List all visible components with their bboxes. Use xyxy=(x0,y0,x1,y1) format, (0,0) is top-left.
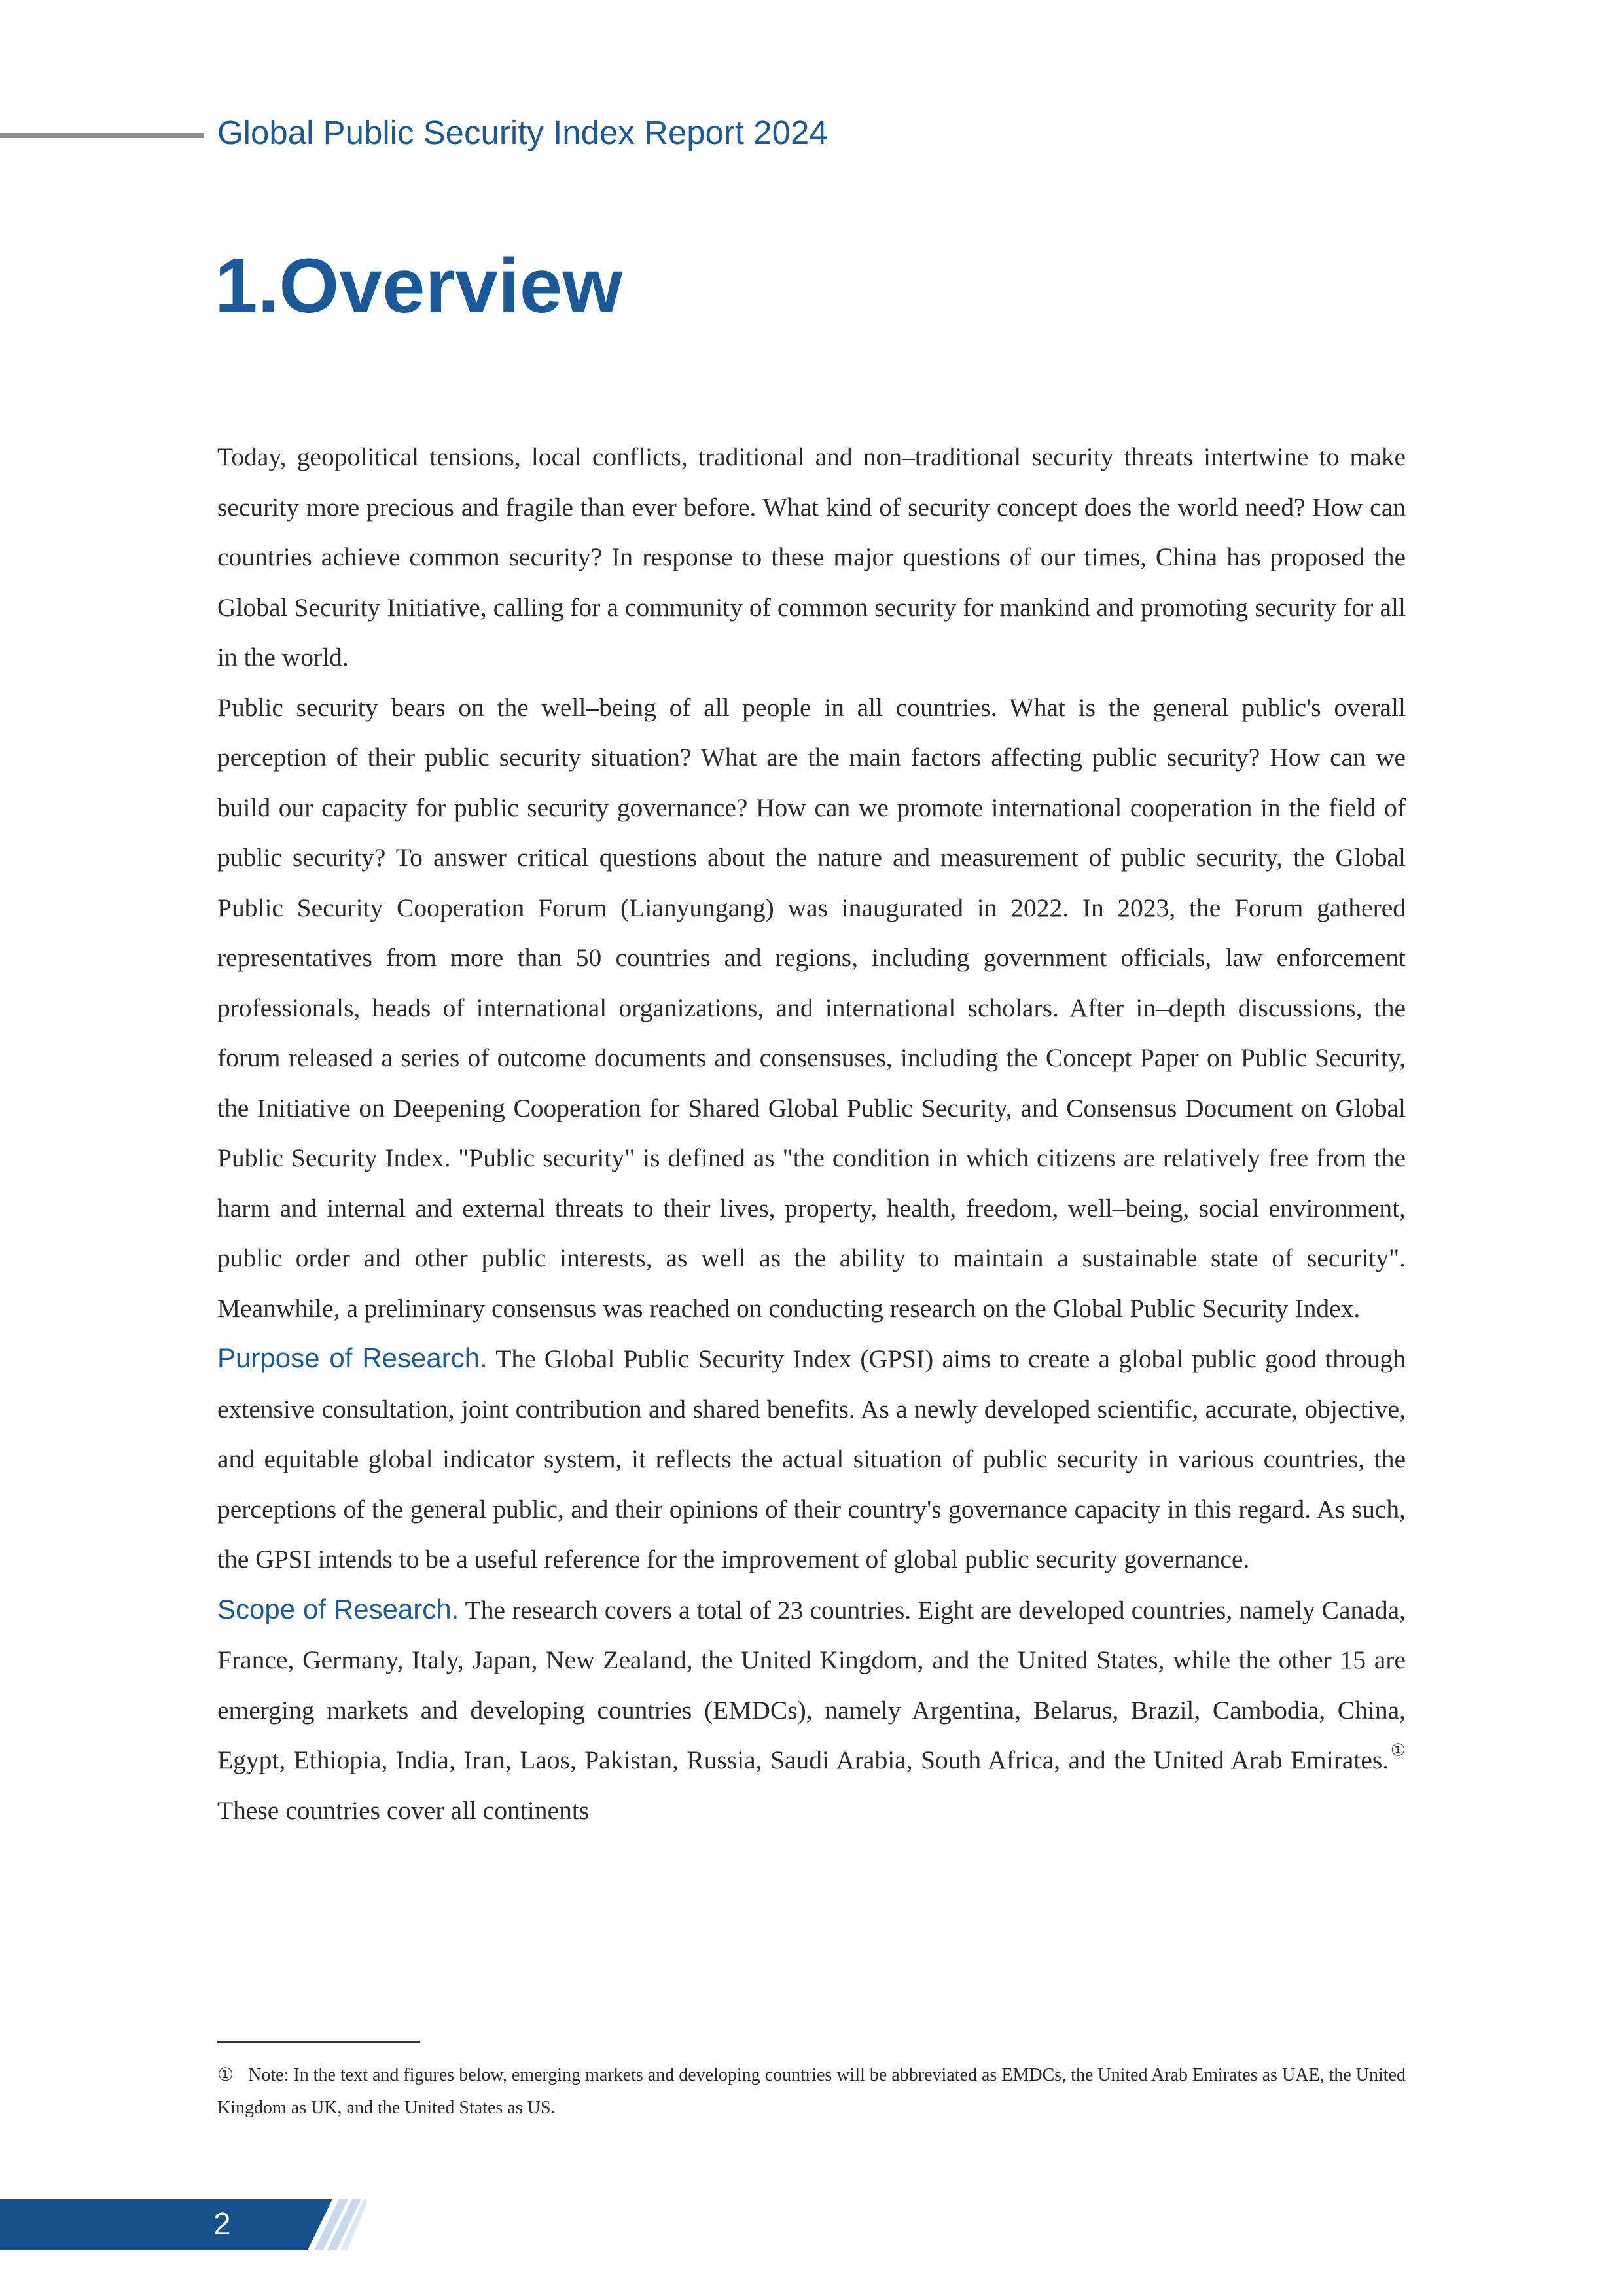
paragraph-scope xyxy=(217,1585,1406,1836)
paragraph-intro: Today, geopolitical tensions, local conflicts, traditional and non–traditional security threats intertwine to make security more precious and fragile than ever before. What kind of security concept does the world need? How can countries achieve common security? In response to these major questions of our times, China has proposed the Global Security Initiative, calling for a community of common security for mankind and promoting security for all in the world. xyxy=(217,442,1406,672)
scope-text: The research covers a total of 23 countries. Eight are developed countries, namely Canada, France, Germany, Italy, Japan, New Zealand, the United Kingdom, and the United States, while the other 15 are emerging markets and developing countries (EMDCs), namely Argentina, Belarus, Brazil, Cambodia, China, Egypt, Ethiopia, India, Iran, Laos, Pakistan, Russia, Saudi Arabia, South Africa, and the United Arab Emirates. xyxy=(217,1595,1406,1774)
paragraph-public-security: Public security bears on the well–being of all people in all countries. What is the general public's overall perception of their public security situation? What are the main factors affecting public security? How can we build our capacity for public security governance? How can we promote international cooperation in the field of public security? To answer critical questions about the nature and measurement of public security, the Global Public Security Cooperation Forum (Lianyungang) was inaugurated in 2022. In 2023, the Forum gathered representatives from more than 50 countries and regions, including government officials, law enforcement professionals, heads of international organizations, and international scholars. After in–depth discussions, the forum released a series of outcome documents and consensuses, including the Concept Paper on Public Security, the Initiative on Deepening Cooperation for Shared Global Public Security, and Consensus Document on Global Public Security Index. "Public security" is defined as "the condition in which citizens are relatively free from the harm and internal and external threats to their lives, property, health, freedom, well–being, social environment, public order and other public interests, as well as the ability to maintain a sustainable state of security". Meanwhile, a preliminary consensus was reached on conducting research on the Global Public Security Index. xyxy=(217,692,1406,1323)
running-header-title: Global Public Security Index Report 2024 xyxy=(217,114,828,151)
footnote xyxy=(217,2059,1406,2125)
page-number: 2 xyxy=(213,2207,231,2242)
paragraph-purpose xyxy=(217,1333,1406,1585)
footnote-rule xyxy=(217,2041,420,2043)
page-number-band xyxy=(0,2199,366,2250)
footnote-reference[interactable]: ① xyxy=(1389,1740,1406,1760)
footnote-text: Note: In the text and figures below, emerging markets and developing countries will be abbreviated as EMDCs, the United Arab Emirates as UAE, the United Kingdom as UK, and the United States as US. xyxy=(217,2065,1406,2118)
scope-text-tail: These countries cover all continents xyxy=(217,1795,590,1825)
header-rule xyxy=(0,133,204,138)
footnote-mark: ① xyxy=(217,2065,234,2085)
body-text xyxy=(217,432,1406,1835)
scope-lead: Scope of Research. xyxy=(217,1593,459,1624)
chapter-title: 1.Overview xyxy=(215,243,623,329)
purpose-lead: Purpose of Research. xyxy=(217,1342,488,1373)
page-band-bar xyxy=(0,2199,332,2250)
purpose-text: The Global Public Security Index (GPSI) aims to create a global public good through extensive consultation, joint contribution and shared benefits. As a newly developed scientific, accurate, objective, and equitable global indicator system, it reflects the actual situation of public security in various countries, the perceptions of the general public, and their opinions of their country's governance capacity in this regard. As such, the GPSI intends to be a useful reference for the improvement of global public security governance. xyxy=(217,1344,1406,1573)
